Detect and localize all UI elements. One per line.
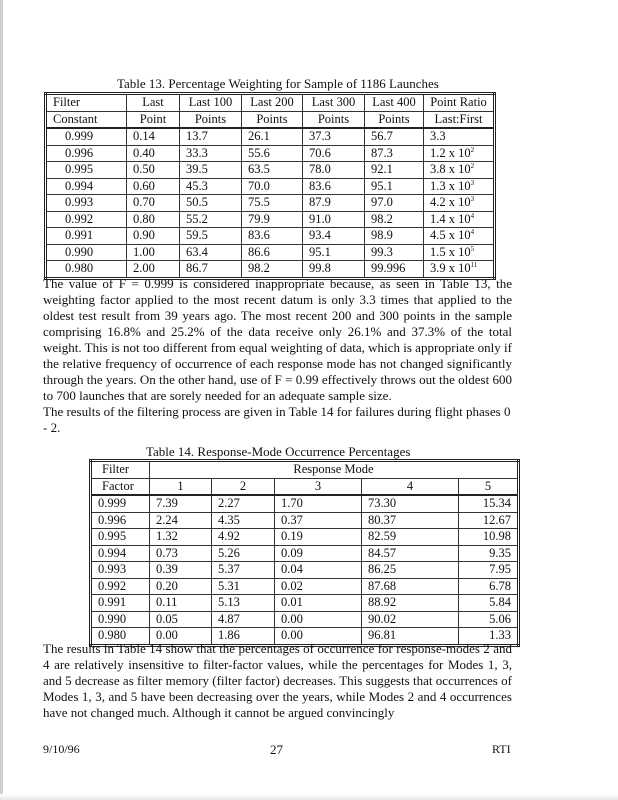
- table13-cell: 79.9: [242, 211, 303, 228]
- table13-ratio-exponent: 3: [470, 195, 475, 203]
- table14-cell: 5.13: [212, 595, 275, 612]
- table13-row: [46, 178, 495, 195]
- table13-cell: 0.90: [127, 228, 180, 245]
- table13-cell: 92.1: [365, 162, 424, 179]
- table14-cell: 0.00: [150, 628, 212, 646]
- table13-cell: 56.7: [365, 128, 424, 145]
- table13-cell: [424, 211, 495, 228]
- table14-cell: 0.00: [275, 628, 362, 646]
- table13-header-cell: Last: [127, 94, 180, 112]
- scan-edge-left: [0, 0, 3, 800]
- scan-edge-bottom: [0, 794, 618, 800]
- table14-cell: 86.25: [362, 562, 459, 579]
- table13-ratio-exponent: 4: [470, 228, 475, 236]
- table13-cell: 98.2: [365, 211, 424, 228]
- table13-cell: 98.9: [365, 228, 424, 245]
- table13-ratio-base: 4.2 x 10: [430, 195, 471, 209]
- table13-row: [46, 128, 495, 145]
- table13-cell: [424, 162, 495, 179]
- table14-row: [91, 562, 519, 579]
- table14-cell: 0.993: [91, 562, 150, 579]
- table13-cell: 75.5: [242, 195, 303, 212]
- table14-mode-header: 2: [212, 478, 275, 495]
- table14-cell: 4.35: [212, 512, 275, 529]
- table14-cell: 7.95: [459, 562, 519, 579]
- table14-cell: 0.980: [91, 628, 150, 646]
- table13-cell: 0.995: [46, 162, 127, 179]
- table13-ratio-exponent: 11: [470, 261, 478, 269]
- table14-cell: 0.09: [275, 545, 362, 562]
- table13-caption: Table 13. Percentage Weighting for Sample of 1186 Launches: [117, 76, 439, 91]
- table14-cell: 88.92: [362, 595, 459, 612]
- table14-cell: 9.35: [459, 545, 519, 562]
- table14-cell: 96.81: [362, 628, 459, 646]
- table13-cell: 59.5: [180, 228, 242, 245]
- table14-header-row2: [91, 478, 519, 495]
- table14-row: [91, 595, 519, 612]
- table13-cell: 0.993: [46, 195, 127, 212]
- table13-cell: 0.999: [46, 128, 127, 145]
- table14-cell: 0.37: [275, 512, 362, 529]
- table13-cell: [424, 145, 495, 162]
- table13-ratio-exponent: 3: [470, 178, 475, 187]
- table13-cell: 13.7: [180, 128, 242, 145]
- table13-ratio-base: 3.8 x 10: [430, 162, 471, 176]
- table13-header-row2: [46, 111, 495, 128]
- table13-header-cell: Last 300: [303, 94, 365, 112]
- table13-cell: 87.3: [365, 145, 424, 162]
- table13-header-cell: Constant: [46, 111, 127, 128]
- table14-cell: 0.999: [91, 495, 150, 512]
- table13-cell: 70.0: [242, 178, 303, 195]
- table14-cell: 87.68: [362, 578, 459, 595]
- table14-cell: 0.994: [91, 545, 150, 562]
- table13-cell: 63.4: [180, 244, 242, 261]
- table13-cell: 1.00: [127, 244, 180, 261]
- table14-cell: 0.39: [150, 562, 212, 579]
- table13-cell: 86.6: [242, 244, 303, 261]
- table14-cell: 1.70: [275, 495, 362, 512]
- table13-header-cell: Filter: [46, 94, 127, 112]
- footer-date: 9/10/96: [43, 742, 80, 756]
- table13-cell: 39.5: [180, 162, 242, 179]
- table13-ratio-base: 1.2 x 10: [430, 145, 471, 160]
- table13-header-cell: Point: [127, 111, 180, 128]
- table13-header-cell: Last 100: [180, 94, 242, 112]
- table14-caption: Table 14. Response-Mode Occurrence Percentages: [146, 444, 411, 459]
- table13-ratio-base: 4.5 x 10: [430, 228, 471, 242]
- footer-page-number: 27: [270, 742, 283, 757]
- table13-cell: 99.8: [303, 261, 365, 279]
- table13-cell: 0.980: [46, 261, 127, 279]
- table13-cell: 98.2: [242, 261, 303, 279]
- table14: [89, 459, 520, 647]
- table13-cell: 0.50: [127, 162, 180, 179]
- table14-body: [91, 495, 519, 645]
- table14-cell: 5.37: [212, 562, 275, 579]
- table14-cell: 73.30: [362, 495, 459, 512]
- table14-row: [91, 512, 519, 529]
- table13-row: [46, 211, 495, 228]
- table13-header-row1: [46, 94, 495, 112]
- table14-cell: 4.92: [212, 529, 275, 546]
- table13-cell: 78.0: [303, 162, 365, 179]
- table13-header-cell: Last 200: [242, 94, 303, 112]
- table13-header-cell: Last:First: [424, 111, 495, 128]
- table13-cell: 99.3: [365, 244, 424, 261]
- table14-cell: 0.990: [91, 611, 150, 628]
- table13-cell: 0.994: [46, 178, 127, 195]
- table13-cell: 55.6: [242, 145, 303, 162]
- table14-cell: 1.32: [150, 529, 212, 546]
- table13-cell: 0.40: [127, 145, 180, 162]
- table14-cell: 0.04: [275, 562, 362, 579]
- table13-body: [46, 128, 495, 278]
- table13-ratio-base: 3.9 x 10: [430, 261, 471, 275]
- table13-cell: 83.6: [242, 228, 303, 245]
- table14-cell: 82.59: [362, 529, 459, 546]
- table14-cell: 0.02: [275, 578, 362, 595]
- table14-cell: 80.37: [362, 512, 459, 529]
- table13-cell: 3.3: [424, 128, 495, 145]
- body-paragraph-3: The results in Table 14 show that the percentages of occurrence for response-modes 2 and 4 are relatively insensitive to filter-factor values, while the percentages for Modes 1, 3, and 5 decrease as filter memory (filter factor) decreases. This suggests that occurrences of Modes 1, 3, and 5 have been decreasing over the years, while Modes 2 and 4 occurrences have not changed much. Although it cannot be argued convincingly: [43, 641, 512, 720]
- table14-cell: 10.98: [459, 529, 519, 546]
- table14-mode-header: 5: [459, 478, 519, 495]
- table14-row: [91, 611, 519, 628]
- table13-cell: 93.4: [303, 228, 365, 245]
- table14-cell: 5.31: [212, 578, 275, 595]
- table14-cell: 5.84: [459, 595, 519, 612]
- table14-row: [91, 495, 519, 512]
- table14-cell: 0.991: [91, 595, 150, 612]
- table13-cell: 97.0: [365, 195, 424, 212]
- table14-cell: 12.67: [459, 512, 519, 529]
- table14-cell: 5.06: [459, 611, 519, 628]
- table13-cell: 83.6: [303, 178, 365, 195]
- table13-cell: 0.14: [127, 128, 180, 145]
- table13-header-cell: Points: [242, 111, 303, 128]
- table13-cell: 95.1: [365, 178, 424, 195]
- table13-cell: [424, 228, 495, 245]
- table13-ratio-exponent: 4: [470, 211, 475, 220]
- table13-cell: [424, 244, 495, 261]
- table14-cell: 1.33: [459, 628, 519, 646]
- table13: [44, 92, 496, 280]
- table13-row: [46, 228, 495, 245]
- table13-cell: 55.2: [180, 211, 242, 228]
- table14-cell: 2.24: [150, 512, 212, 529]
- table13-ratio-base: 1.3 x 10: [430, 178, 471, 193]
- body-paragraph-2: The results of the filtering process are given in Table 14 for failures during flight phases 0 - 2.: [43, 404, 511, 435]
- table13-row: [46, 145, 495, 162]
- table13-ratio-base: 1.4 x 10: [430, 211, 471, 226]
- table13-cell: [424, 195, 495, 212]
- table13-cell: 63.5: [242, 162, 303, 179]
- table14-cell: 0.20: [150, 578, 212, 595]
- table13-cell: 0.990: [46, 244, 127, 261]
- table13-cell: 99.996: [365, 261, 424, 279]
- table13-header-cell: Points: [365, 111, 424, 128]
- table13-cell: 0.80: [127, 211, 180, 228]
- table13-cell: 26.1: [242, 128, 303, 145]
- table14-mode-header: 1: [150, 478, 212, 495]
- table13-header-cell: Points: [180, 111, 242, 128]
- table13-cell: 95.1: [303, 244, 365, 261]
- table13-ratio-exponent: 2: [470, 162, 475, 170]
- table13-cell: 37.3: [303, 128, 365, 145]
- table14-mode-header: 4: [362, 478, 459, 495]
- table14-factor-label: Factor: [91, 478, 150, 495]
- table14-row: [91, 578, 519, 595]
- table13-row: [46, 195, 495, 212]
- body-paragraph-1: The value of F = 0.999 is considered inappropriate because, as seen in Table 13, the weighting factor applied to the most recent datum is only 3.3 times that applied to the oldest test result from 39 years ago. The most recent 200 and 300 points in the sample comprising 16.8% and 25.2% of the data receive only 26.1% and 37.3% of the total weight. This is not too different from equal weighting of data, which is appropriate only if the relative frequency of occurrence of each response mode has not changed significantly through the years. On the other hand, use of F = 0.99 effectively throws out the oldest 600 to 700 launches that are sorely needed for an adequate sample size.: [43, 276, 512, 403]
- table13-cell: 0.996: [46, 145, 127, 162]
- table13-cell: 86.7: [180, 261, 242, 279]
- table13-ratio-exponent: 2: [470, 145, 475, 154]
- table14-cell: 0.19: [275, 529, 362, 546]
- footer-organization: RTI: [492, 742, 511, 756]
- table14-cell: 0.992: [91, 578, 150, 595]
- table13-header-cell: Points: [303, 111, 365, 128]
- table14-cell: 0.996: [91, 512, 150, 529]
- table14-cell: 6.78: [459, 578, 519, 595]
- table14-cell: 0.00: [275, 611, 362, 628]
- table13-header-cell: Last 400: [365, 94, 424, 112]
- table14-cell: 0.01: [275, 595, 362, 612]
- table14-cell: 0.11: [150, 595, 212, 612]
- table13-ratio-base: 1.5 x 10: [430, 244, 471, 259]
- table13-cell: 87.9: [303, 195, 365, 212]
- table14-row: [91, 545, 519, 562]
- table14-cell: 15.34: [459, 495, 519, 512]
- table13-cell: 0.992: [46, 211, 127, 228]
- table13-cell: 91.0: [303, 211, 365, 228]
- table13-ratio-exponent: 5: [470, 244, 475, 253]
- table14-header-row1: [91, 461, 519, 479]
- table14-cell: 1.86: [212, 628, 275, 646]
- table14-group-label: Response Mode: [150, 461, 519, 479]
- table13-cell: 70.6: [303, 145, 365, 162]
- table13-header-cell: Point Ratio: [424, 94, 495, 112]
- table13-cell: 33.3: [180, 145, 242, 162]
- table14-cell: 5.26: [212, 545, 275, 562]
- table14-cell: 90.02: [362, 611, 459, 628]
- table13-cell: 0.60: [127, 178, 180, 195]
- table13-row: [46, 162, 495, 179]
- table14-cell: 84.57: [362, 545, 459, 562]
- table13-row: [46, 244, 495, 261]
- table14-cell: 7.39: [150, 495, 212, 512]
- table14-cell: 0.73: [150, 545, 212, 562]
- table14-cell: 4.87: [212, 611, 275, 628]
- table14-cell: 0.05: [150, 611, 212, 628]
- table13-cell: 2.00: [127, 261, 180, 279]
- table14-cell: 0.995: [91, 529, 150, 546]
- table14-cell: 2.27: [212, 495, 275, 512]
- table14-row: [91, 529, 519, 546]
- table14-filter-label: Filter: [91, 461, 150, 479]
- table13-cell: 50.5: [180, 195, 242, 212]
- table13-cell: 0.991: [46, 228, 127, 245]
- table13-cell: 45.3: [180, 178, 242, 195]
- table13-cell: [424, 178, 495, 195]
- table13-cell: 0.70: [127, 195, 180, 212]
- table14-mode-header: 3: [275, 478, 362, 495]
